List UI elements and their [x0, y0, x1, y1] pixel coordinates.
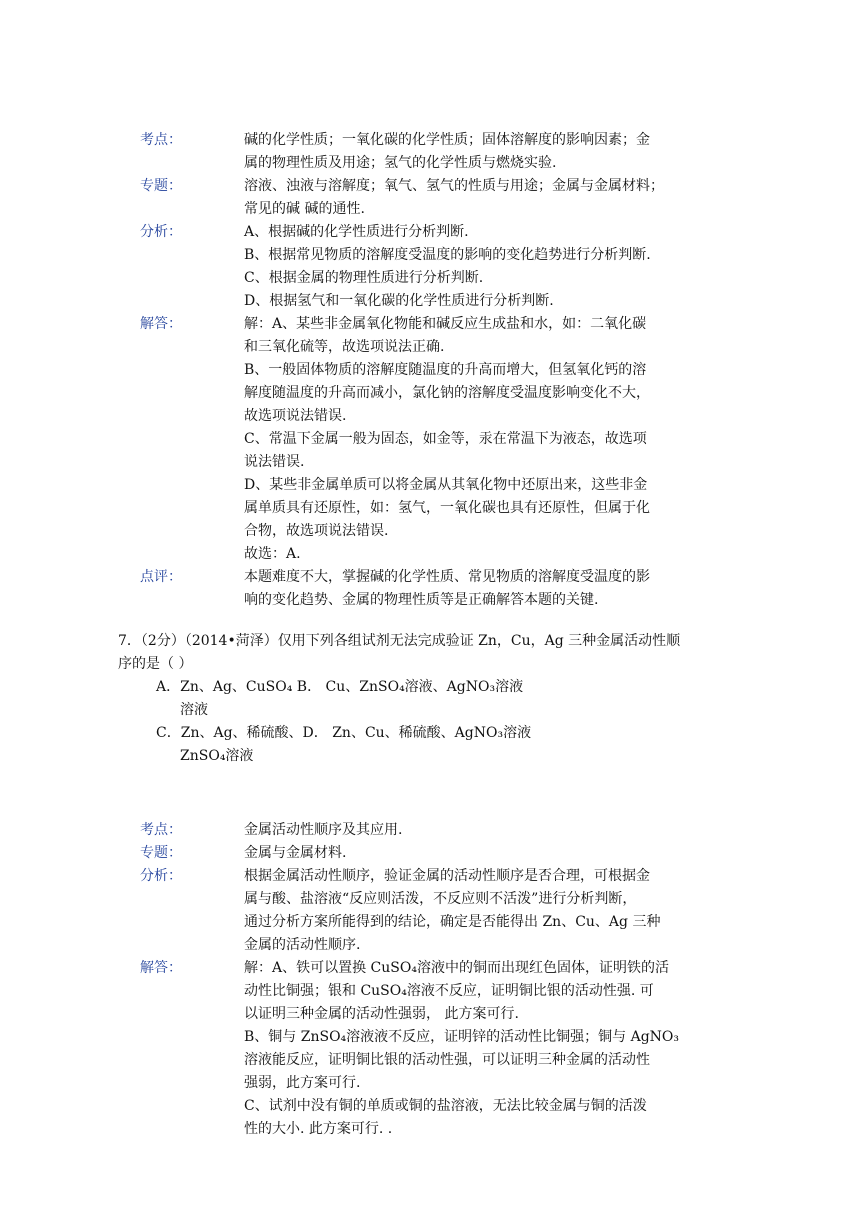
- fenxi-label: 分析：: [140, 868, 182, 884]
- text-line: 金属活动性顺序及其应用.: [244, 822, 403, 838]
- q6-kaodian-section: [0, 129, 865, 175]
- text-line: 合物，故选项说法错误.: [244, 523, 389, 539]
- fenxi-label: 分析：: [140, 224, 182, 240]
- q7-zhuanti-section: [0, 842, 865, 865]
- text-line: C、根据金属的物理性质进行分析判断.: [244, 270, 484, 286]
- text-line: 属与酸、盐溶液“反应则活泼，不反应则不活泼”进行分析判断，: [244, 891, 637, 907]
- question-stem: 7．（2分）（2014•菏泽）仅用下列各组试剂无法完成验证 Zn，Cu，Ag 三种金属活动性顺: [118, 633, 681, 649]
- q6-jieda-section: [0, 313, 865, 566]
- text-line: B、一般固体物质的溶解度随温度的升高而增大，但氢氧化钙的溶: [244, 362, 647, 378]
- text-line: 动性比铜强；银和 CuSO₄溶液不反应，证明铜比银的活动性强. 可: [244, 983, 654, 999]
- text-line: 属的物理性质及用途；氢气的化学性质与燃烧实验.: [244, 155, 557, 171]
- kaodian-label: 考点：: [140, 132, 182, 148]
- option-row-cd: C．Zn、Ag、稀硫酸、D． Zn、Cu、稀硫酸、AgNO₃溶液: [156, 725, 532, 741]
- text-line: 解：A、铁可以置换 CuSO₄溶液中的铜而出现红色固体，证明铁的活: [244, 960, 669, 976]
- q6-analysis: [0, 129, 865, 612]
- text-line: 和三氧化硫等，故选项说法正确.: [244, 339, 445, 355]
- text-line: 常见的碱 碱的通性.: [244, 201, 365, 217]
- option-row-ab-continued: 溶液: [180, 702, 208, 718]
- text-line: B、根据常见物质的溶解度受温度的影响的变化趋势进行分析判断.: [244, 247, 651, 263]
- text-line: 溶液、浊液与溶解度；氧气、氢气的性质与用途；金属与金属材料；: [244, 178, 664, 194]
- text-line: D、根据氢气和一氧化碳的化学性质进行分析判断.: [244, 293, 554, 309]
- text-line: 通过分析方案所能得到的结论，确定是否能得出 Zn、Cu、Ag 三种: [244, 914, 661, 930]
- text-line: 强弱，此方案可行.: [244, 1075, 361, 1091]
- text-line: 说法错误.: [244, 454, 305, 470]
- text-line: 本题难度不大，掌握碱的化学性质、常见物质的溶解度受温度的影: [244, 569, 650, 585]
- option-row-ab: A．Zn、Ag、CuSO₄ B． Cu、ZnSO₄溶液、AgNO₃溶液: [156, 679, 524, 695]
- text-line: B、铜与 ZnSO₄溶液液不反应，证明锌的活动性比铜强；铜与 AgNO₃: [244, 1029, 680, 1045]
- text-line: 属单质具有还原性，如：氢气，一氧化碳也具有还原性，但属于化: [244, 500, 650, 516]
- text-line: C、常温下金属一般为固态，如金等，汞在常温下为液态，故选项: [244, 431, 647, 447]
- q7-kaodian-section: [0, 819, 865, 842]
- question-stem: 序的是（ ）: [118, 656, 193, 672]
- q7-fenxi-section: [0, 865, 865, 957]
- option-row-cd-continued: ZnSO₄溶液: [180, 748, 254, 764]
- text-line: 解：A、某些非金属氧化物能和碱反应生成盐和水，如：二氧化碳: [244, 316, 647, 332]
- text-line: 故选项说法错误.: [244, 408, 347, 424]
- zhuanti-label: 专题：: [140, 178, 182, 194]
- text-line: 响的变化趋势、金属的物理性质等是正确解答本题的关键.: [244, 592, 599, 608]
- text-line: A、根据碱的化学性质进行分析判断.: [244, 224, 469, 240]
- text-line: 金属与金属材料.: [244, 845, 347, 861]
- q6-zhuanti-section: [0, 175, 865, 221]
- text-line: 性的大小. 此方案可行. .: [244, 1121, 393, 1137]
- text-line: 以证明三种金属的活动性强弱， 此方案可行.: [244, 1006, 519, 1022]
- jieda-label: 解答：: [140, 316, 182, 332]
- q7-question: [0, 630, 865, 768]
- text-line: 根据金属活动性顺序，验证金属的活动性顺序是否合理，可根据金: [244, 868, 650, 884]
- text-line: 故选：A.: [244, 546, 301, 562]
- dianping-label: 点评：: [140, 569, 182, 585]
- text-line: C、试剂中没有铜的单质或铜的盐溶液，无法比较金属与铜的活泼: [244, 1098, 647, 1114]
- q7-analysis: [0, 819, 865, 1141]
- q6-dianping-section: [0, 566, 865, 612]
- q7-jieda-section: [0, 957, 865, 1141]
- text-line: 碱的化学性质；一氧化碳的化学性质；固体溶解度的影响因素；金: [244, 132, 650, 148]
- text-line: D、某些非金属单质可以将金属从其氧化物中还原出来，这些非金: [244, 477, 648, 493]
- text-line: 溶液能反应，证明铜比银的活动性强，可以证明三种金属的活动性: [244, 1052, 650, 1068]
- kaodian-label: 考点：: [140, 822, 182, 838]
- jieda-label: 解答：: [140, 960, 182, 976]
- text-line: 金属的活动性顺序.: [244, 937, 361, 953]
- text-line: 解度随温度的升高而减小，氯化钠的溶解度受温度影响变化不大，: [244, 385, 650, 401]
- q6-fenxi-section: [0, 221, 865, 313]
- zhuanti-label: 专题：: [140, 845, 182, 861]
